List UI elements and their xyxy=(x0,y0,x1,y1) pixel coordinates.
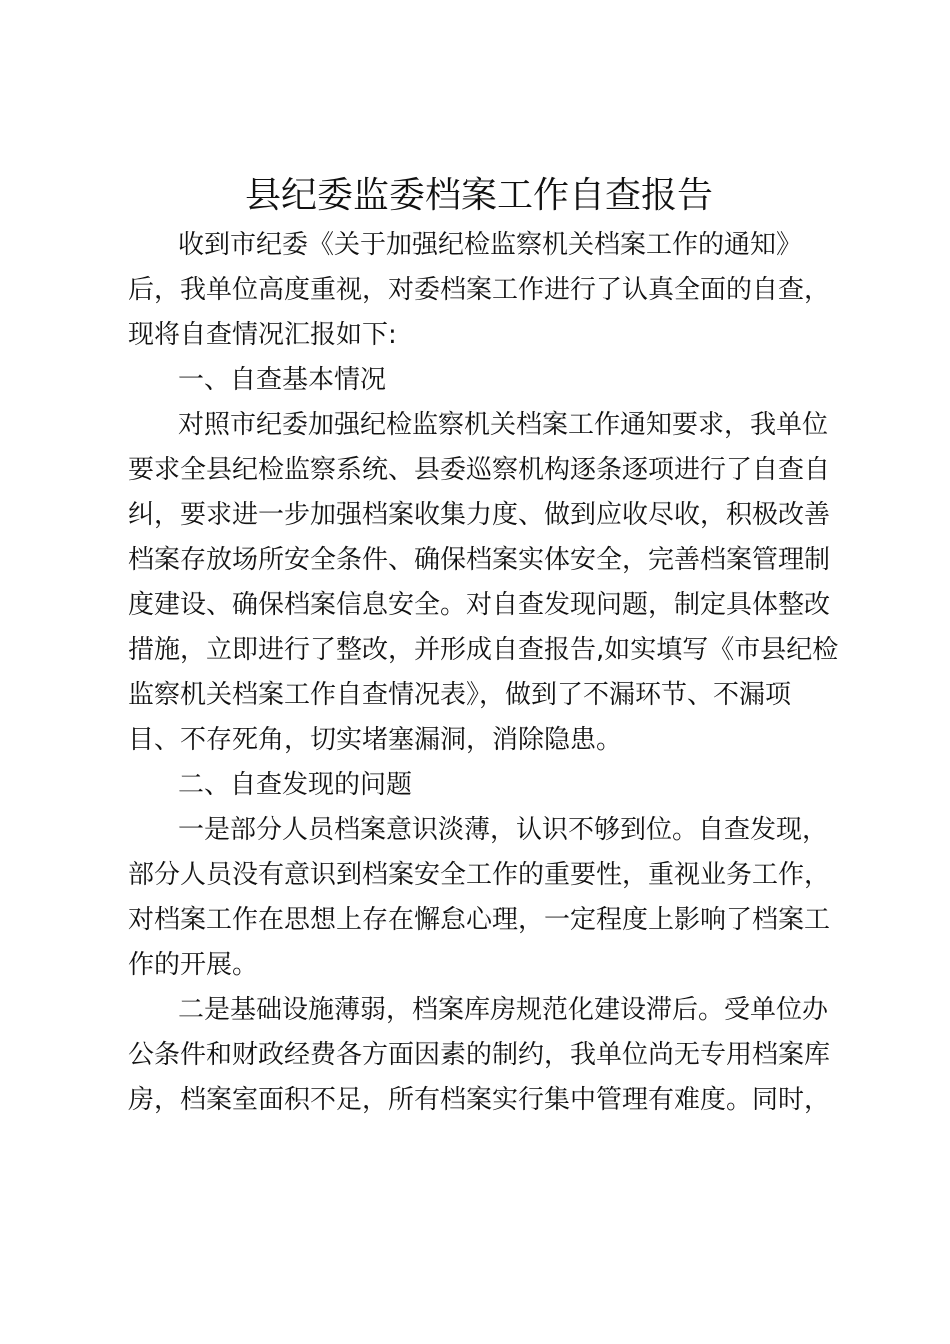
body-line: 对档案工作在思想上存在懈怠心理，一定程度上影响了档案工 xyxy=(128,905,831,935)
body-line: 措施，立即进行了整改，并形成自查报告,如实填写《市县纪检 xyxy=(128,635,839,665)
document-title: 县纪委监委档案工作自查报告 xyxy=(244,175,713,216)
body-line: 监察机关档案工作自查情况表》，做到了不漏环节、不漏项 xyxy=(128,680,792,710)
body-line: 要求全县纪检监察系统、县委巡察机构逐条逐项进行了自查自 xyxy=(128,455,831,485)
section-heading: 一、自查基本情况 xyxy=(178,365,387,395)
body-line: 收到市纪委《关于加强纪检监察机关档案工作的通知》 xyxy=(178,230,803,260)
body-line: 纠，要求进一步加强档案收集力度、做到应收尽收，积极改善 xyxy=(128,500,831,530)
body-line: 目、不存死角，切实堵塞漏洞，消除隐患。 xyxy=(128,725,623,755)
body-line: 现将自查情况汇报如下: xyxy=(128,320,397,350)
body-line: 度建设、确保档案信息安全。对自查发现问题，制定具体整改 xyxy=(128,590,831,620)
body-line: 部分人员没有意识到档案安全工作的重要性，重视业务工作， xyxy=(128,860,831,890)
body-line: 后，我单位高度重视，对委档案工作进行了认真全面的自查， xyxy=(128,275,831,305)
section-heading: 二、自查发现的问题 xyxy=(178,770,413,800)
body-line: 二是基础设施薄弱，档案库房规范化建设滞后。受单位办 xyxy=(178,995,829,1025)
body-line: 档案存放场所安全条件、确保档案实体安全，完善档案管理制 xyxy=(128,545,831,575)
body-line: 公条件和财政经费各方面因素的制约，我单位尚无专用档案库 xyxy=(128,1040,831,1070)
body-line: 作的开展。 xyxy=(128,950,259,980)
body-line: 房，档案室面积不足，所有档案实行集中管理有难度。同时， xyxy=(128,1085,831,1115)
body-line: 一是部分人员档案意识淡薄，认识不够到位。自查发现， xyxy=(178,815,829,845)
body-line: 对照市纪委加强纪检监察机关档案工作通知要求，我单位 xyxy=(178,410,829,440)
